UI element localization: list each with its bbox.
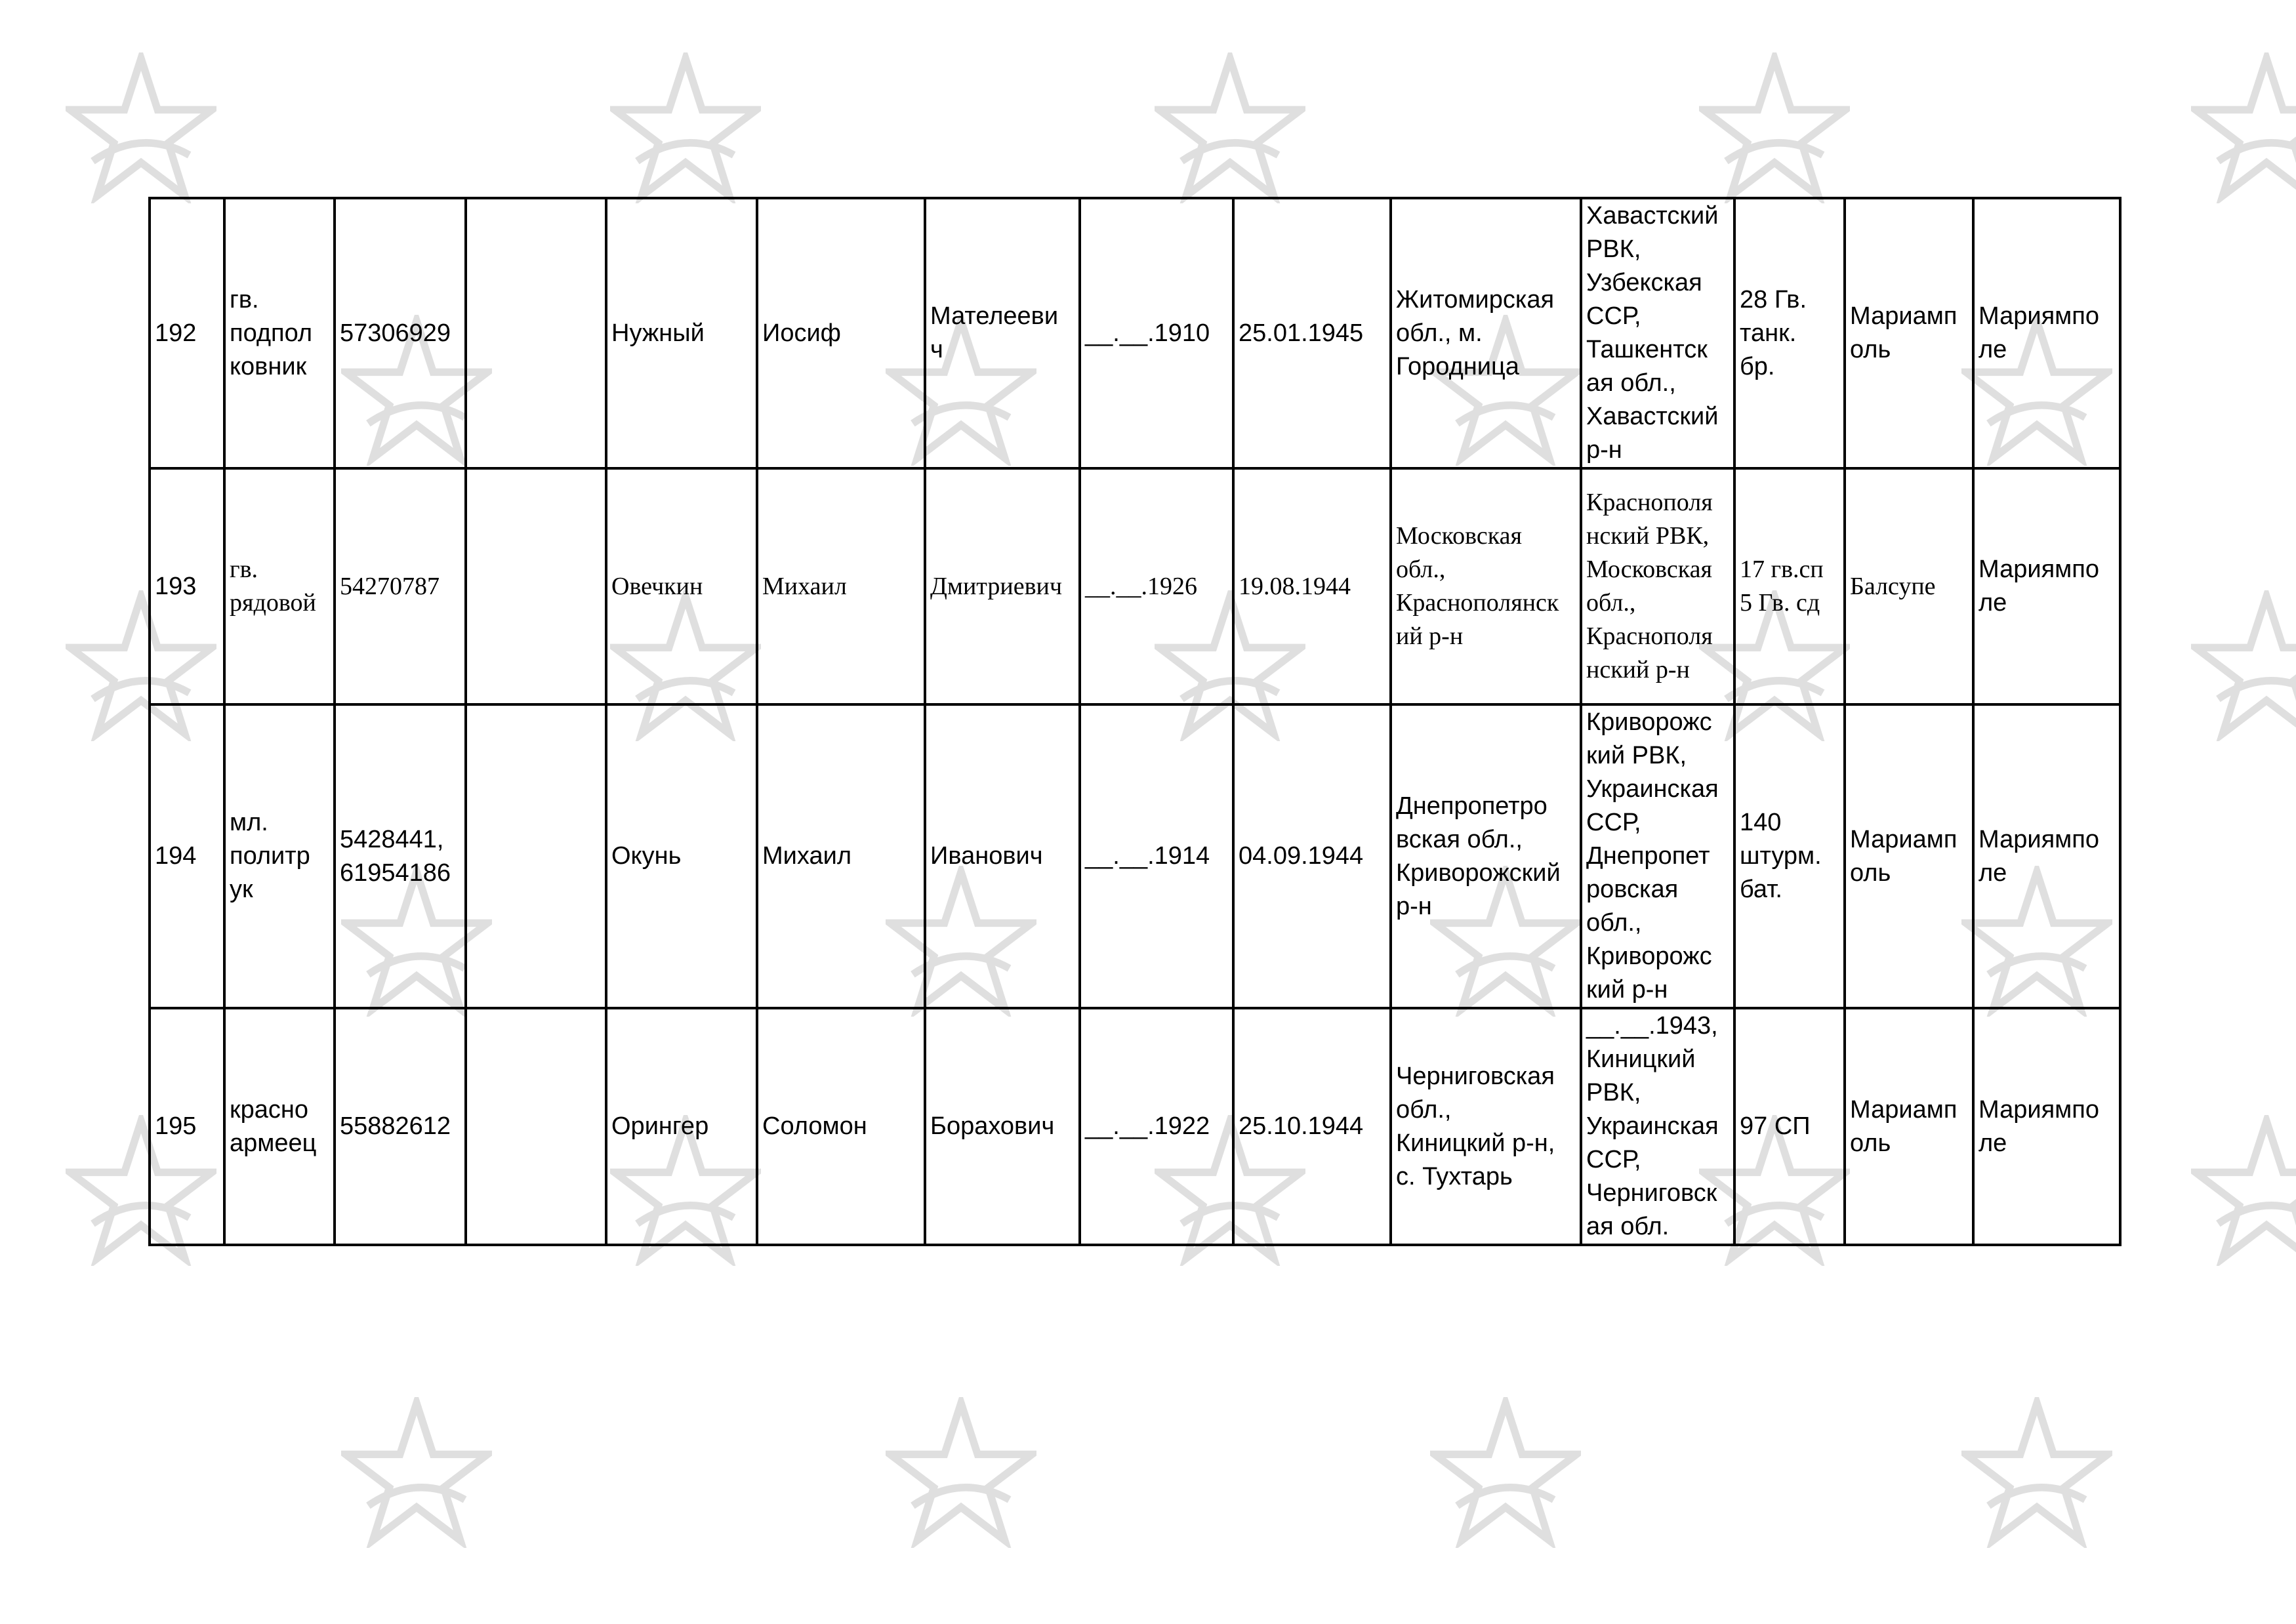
birth-date: __.__.1910 xyxy=(1080,198,1233,468)
empty-cell xyxy=(466,1008,606,1245)
record-id: 5428441, 61954186 xyxy=(335,704,466,1008)
death-date: 04.09.1944 xyxy=(1233,704,1391,1008)
table-row xyxy=(150,468,2120,704)
death-date: 25.10.1944 xyxy=(1233,1008,1391,1245)
military-unit: 17 гв.сп 5 Гв. сд xyxy=(1734,468,1845,704)
pamyat-naroda-star-icon xyxy=(1430,1397,1581,1548)
military-unit: 97 СП xyxy=(1734,1008,1845,1245)
birthplace: Черниговская обл., Киницкий р-н, с. Тухтарь xyxy=(1391,1008,1581,1245)
first-name: Михаил xyxy=(757,468,925,704)
table-row xyxy=(150,1008,2120,1245)
record-number: 195 xyxy=(150,1008,224,1245)
table-row xyxy=(150,198,2120,468)
pamyat-naroda-star-icon xyxy=(2191,590,2296,741)
rank: мл. политр ук xyxy=(224,704,335,1008)
record-number: 193 xyxy=(150,468,224,704)
record-number: 192 xyxy=(150,198,224,468)
draft-office: Криворожс кий РВК, Украинская ССР, Днепропет ровская обл., Криворожс кий р-н xyxy=(1581,704,1734,1008)
record-id: 55882612 xyxy=(335,1008,466,1245)
death-date: 25.01.1945 xyxy=(1233,198,1391,468)
primary-burial-place: Мариамп оль xyxy=(1845,704,1973,1008)
military-unit: 140 штурм. бат. xyxy=(1734,704,1845,1008)
birthplace: Днепропетро вская обл., Криворожский р-н xyxy=(1391,704,1581,1008)
rank: гв. подпол ковник xyxy=(224,198,335,468)
empty-cell xyxy=(466,468,606,704)
record-number: 194 xyxy=(150,704,224,1008)
birth-date: __.__.1926 xyxy=(1080,468,1233,704)
patronymic: Иванович xyxy=(925,704,1080,1008)
primary-burial-place: Мариамп оль xyxy=(1845,1008,1973,1245)
first-name: Михаил xyxy=(757,704,925,1008)
military-unit: 28 Гв. танк. бр. xyxy=(1734,198,1845,468)
birth-date: __.__.1922 xyxy=(1080,1008,1233,1245)
patronymic: Борахович xyxy=(925,1008,1080,1245)
record-id: 57306929 xyxy=(335,198,466,468)
pamyat-naroda-star-icon xyxy=(1699,52,1850,203)
empty-cell xyxy=(466,198,606,468)
pamyat-naroda-star-icon xyxy=(2191,52,2296,203)
surname: Окунь xyxy=(606,704,757,1008)
surname: Нужный xyxy=(606,198,757,468)
draft-office: Краснополя нский РВК, Московская обл., Краснополя нский р-н xyxy=(1581,468,1734,704)
draft-office: __.__.1943, Киницкий РВК, Украинская ССР, Черниговск ая обл. xyxy=(1581,1008,1734,1245)
surname: Овечкин xyxy=(606,468,757,704)
patronymic: Мателееви ч xyxy=(925,198,1080,468)
pamyat-naroda-star-icon xyxy=(341,1397,492,1548)
draft-office: Хавастский РВК, Узбекская ССР, Ташкентск ая обл., Хавастский р-н xyxy=(1581,198,1734,468)
first-name: Иосиф xyxy=(757,198,925,468)
patronymic: Дмитриевич xyxy=(925,468,1080,704)
burial-register-table xyxy=(148,197,2122,1246)
pamyat-naroda-star-icon xyxy=(66,52,216,203)
birthplace: Московская обл., Краснополянск ий р-н xyxy=(1391,468,1581,704)
current-burial-place: Мариямпо ле xyxy=(1973,1008,2120,1245)
first-name: Соломон xyxy=(757,1008,925,1245)
current-burial-place: Мариямпо ле xyxy=(1973,704,2120,1008)
pamyat-naroda-star-icon xyxy=(610,52,761,203)
record-id: 54270787 xyxy=(335,468,466,704)
death-date: 19.08.1944 xyxy=(1233,468,1391,704)
pamyat-naroda-star-icon xyxy=(886,1397,1036,1548)
pamyat-naroda-star-icon xyxy=(2191,1115,2296,1266)
current-burial-place: Мариямпо ле xyxy=(1973,198,2120,468)
birth-date: __.__.1914 xyxy=(1080,704,1233,1008)
birthplace: Житомирская обл., м. Городница xyxy=(1391,198,1581,468)
surname: Орингер xyxy=(606,1008,757,1245)
pamyat-naroda-star-icon xyxy=(1961,1397,2112,1548)
table-row xyxy=(150,704,2120,1008)
primary-burial-place: Мариамп оль xyxy=(1845,198,1973,468)
primary-burial-place: Балсупе xyxy=(1845,468,1973,704)
empty-cell xyxy=(466,704,606,1008)
rank: красно армеец xyxy=(224,1008,335,1245)
current-burial-place: Мариямпо ле xyxy=(1973,468,2120,704)
pamyat-naroda-star-icon xyxy=(1155,52,1305,203)
rank: гв. рядовой xyxy=(224,468,335,704)
